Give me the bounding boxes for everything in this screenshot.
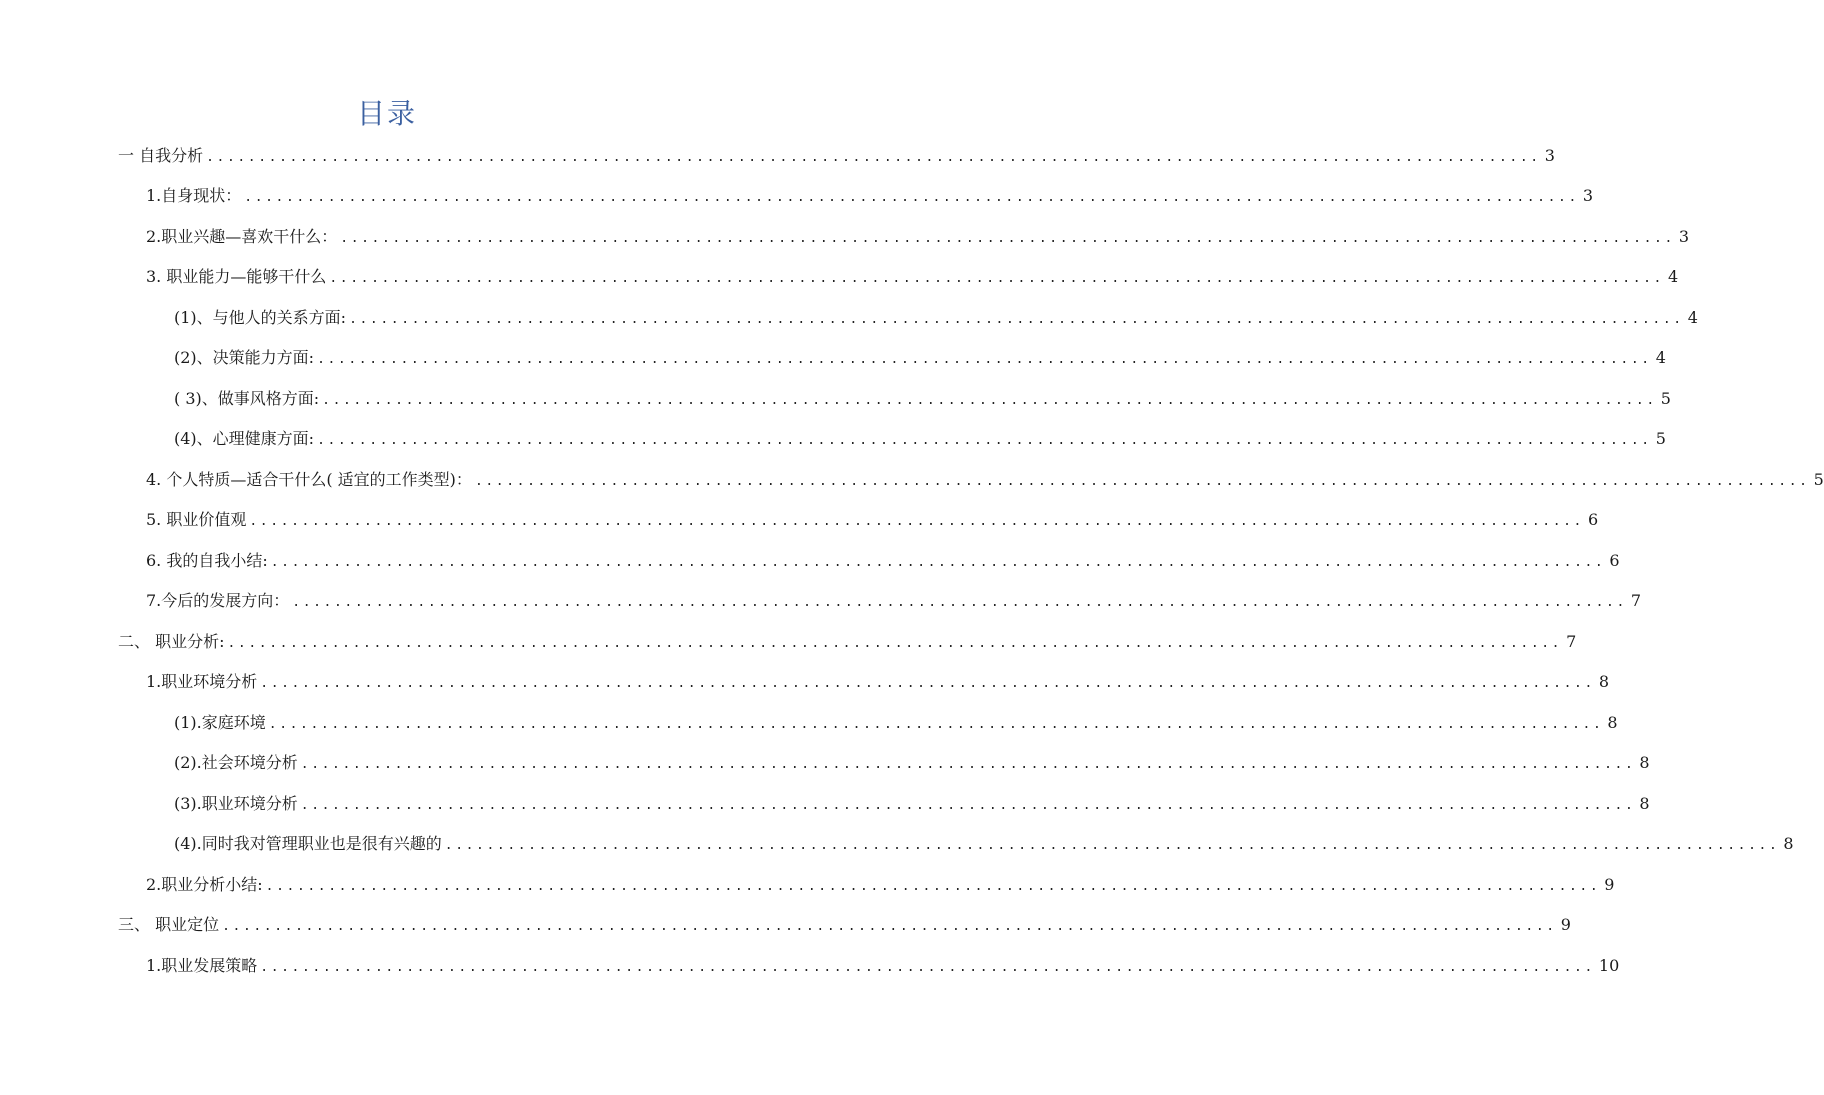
dot-leader: ................................................................................................................................: [444, 838, 1780, 853]
toc-entry[interactable]: [174, 703, 1618, 743]
dot-leader: ................................................................................................................................: [329, 271, 1664, 286]
toc-label: (1).家庭环境: [174, 713, 266, 732]
dot-leader: ................................................................................................................................: [474, 474, 1810, 489]
toc-label: 2.职业兴趣—喜欢干什么：: [146, 227, 338, 246]
toc-entry[interactable]: [174, 824, 1794, 864]
toc-label: 1.职业环境分析: [146, 672, 258, 691]
toc-label: 4. 个人特质—适合干什么( 适宜的工作类型)：: [146, 470, 472, 489]
toc-entry[interactable]: [174, 298, 1698, 338]
toc-entry[interactable]: [146, 500, 1599, 540]
toc-label: 5. 职业价值观: [146, 510, 247, 529]
toc-page-number: 5: [1660, 389, 1671, 408]
toc-label: ( 3)、做事风格方面:: [174, 389, 320, 408]
toc-label: 2.职业分析小结:: [146, 875, 263, 894]
dot-leader: ................................................................................................................................: [300, 757, 1636, 772]
toc-label: 1.职业发展策略: [146, 956, 258, 975]
toc-page-number: 4: [1687, 308, 1698, 327]
dot-leader: ................................................................................................................................: [322, 393, 1657, 408]
dot-leader: ................................................................................................................................: [260, 676, 1595, 691]
dot-leader: ................................................................................................................................: [300, 798, 1636, 813]
toc-page-number: 7: [1630, 591, 1642, 610]
toc-entry[interactable]: [146, 176, 1594, 216]
toc-label: (1)、与他人的关系方面:: [174, 308, 347, 327]
toc-label: 7.今后的发展方向：: [146, 591, 290, 610]
toc-page-number: 8: [1598, 672, 1610, 691]
toc-page-number: 5: [1655, 429, 1666, 448]
toc-page-number: 7: [1566, 632, 1577, 651]
dot-leader: ................................................................................................................................: [292, 595, 1627, 610]
toc-page-number: 6: [1609, 551, 1620, 570]
toc-page-number: 9: [1604, 875, 1615, 894]
toc-page-number: 8: [1607, 713, 1618, 732]
toc-entry[interactable]: [146, 460, 1824, 500]
dot-leader: ................................................................................................................................: [340, 231, 1675, 246]
toc-label: (2)、决策能力方面:: [174, 348, 315, 367]
dot-leader: ................................................................................................................................: [206, 150, 1541, 165]
toc-entry[interactable]: [174, 338, 1666, 378]
toc-label: 二、 职业分析:: [118, 632, 225, 651]
toc-entry[interactable]: [118, 136, 1555, 176]
toc-page-number: 4: [1667, 267, 1679, 286]
toc-entry[interactable]: [174, 419, 1666, 459]
toc-page-number: 4: [1655, 348, 1666, 367]
toc-entry[interactable]: [146, 946, 1620, 986]
toc-entry[interactable]: [174, 379, 1671, 419]
toc-entry[interactable]: [174, 784, 1650, 824]
toc-page-number: 6: [1587, 510, 1599, 529]
toc-page-number: 9: [1560, 915, 1571, 934]
toc-page-number: 8: [1639, 794, 1650, 813]
toc-entry[interactable]: [146, 217, 1690, 257]
toc-page-number: 3: [1544, 146, 1555, 165]
toc-page-number: 8: [1639, 753, 1650, 772]
dot-leader: ................................................................................................................................: [249, 514, 1584, 529]
dot-leader: ................................................................................................................................: [317, 352, 1652, 367]
toc-page-number: 3: [1582, 186, 1594, 205]
toc-page-number: 5: [1813, 470, 1824, 489]
toc-page-number: 10: [1598, 956, 1620, 975]
toc-entry[interactable]: [118, 905, 1571, 945]
toc-entry[interactable]: [146, 662, 1610, 702]
toc-entry[interactable]: [174, 743, 1650, 783]
toc-page-number: 8: [1783, 834, 1794, 853]
dot-leader: ................................................................................................................................: [265, 879, 1601, 894]
dot-leader: ................................................................................................................................: [227, 636, 1563, 651]
page-title: 目录: [356, 97, 417, 130]
toc-label: 一 自我分析: [118, 146, 204, 165]
dot-leader: ................................................................................................................................: [270, 555, 1606, 570]
toc-entry[interactable]: [146, 865, 1615, 905]
toc-label: (4).同时我对管理职业也是很有兴趣的: [174, 834, 442, 853]
toc-label: (4)、心理健康方面:: [174, 429, 315, 448]
dot-leader: ................................................................................................................................: [244, 190, 1579, 205]
toc-page-number: 3: [1678, 227, 1690, 246]
dot-leader: ................................................................................................................................: [349, 312, 1684, 327]
dot-leader: ................................................................................................................................: [222, 919, 1557, 934]
toc-label: 6. 我的自我小结:: [146, 551, 268, 570]
toc-entry[interactable]: [118, 622, 1577, 662]
dot-leader: ................................................................................................................................: [268, 717, 1604, 732]
dot-leader: ................................................................................................................................: [317, 433, 1652, 448]
toc-entry[interactable]: [146, 541, 1620, 581]
toc-label: (3).职业环境分析: [174, 794, 298, 813]
toc-label: 三、 职业定位: [118, 915, 220, 934]
toc-label: (2).社会环境分析: [174, 753, 298, 772]
dot-leader: ................................................................................................................................: [260, 960, 1595, 975]
toc-label: 3. 职业能力—能够干什么: [146, 267, 327, 286]
toc-entry[interactable]: [146, 581, 1642, 621]
toc-label: 1.自身现状：: [146, 186, 242, 205]
toc-entry[interactable]: [146, 257, 1679, 297]
